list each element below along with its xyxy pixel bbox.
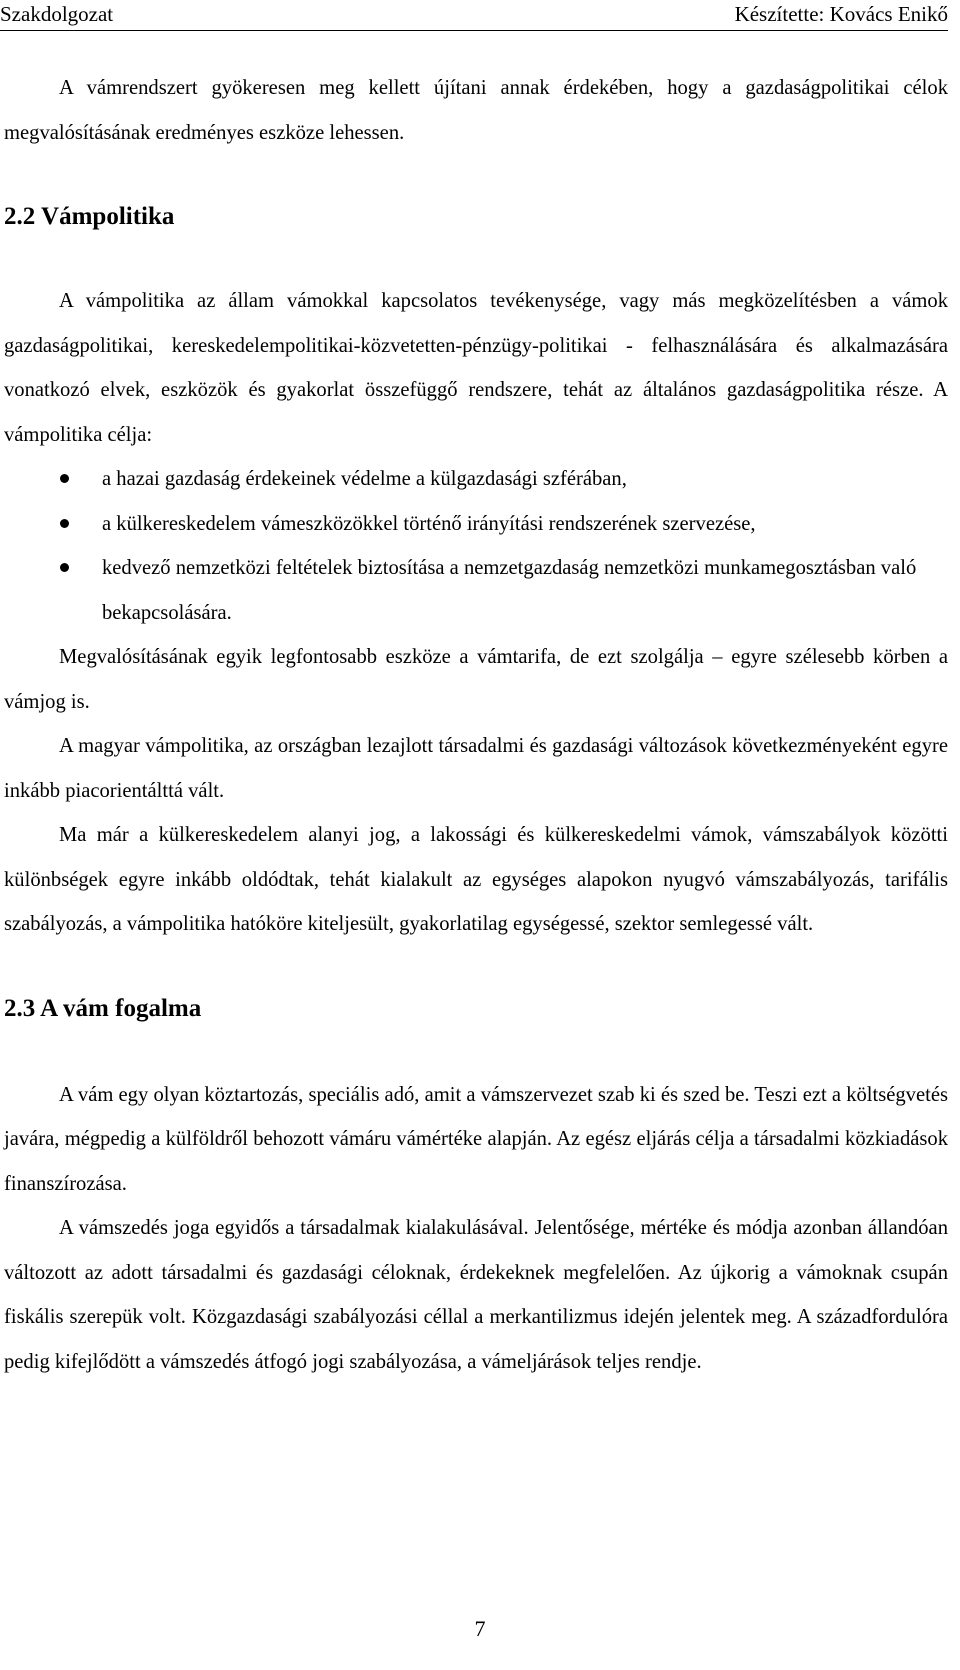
list-item (4, 546, 948, 635)
intro-paragraph: A vámrendszert gyökeresen meg kellett újítani annak érdekében, hogy a gazdaságpolitikai célok megvalósításának eredményes eszköze lehessen. (4, 77, 948, 144)
header-author: Készítette: Kovács Enikő (734, 2, 948, 26)
page-header (0, 0, 948, 31)
list-item (4, 502, 948, 547)
section-heading-vam-fogalma: 2.3 A vám fogalma (4, 994, 202, 1022)
section-heading-vampolitika: 2.2 Vámpolitika (4, 203, 175, 230)
bullet-icon (60, 519, 69, 528)
list-item-text: a külkereskedelem vámeszközökkel történő irányítási rendszerének szervezése, (102, 512, 756, 535)
section1-paragraph: A magyar vámpolitika, az országban lezajlott társadalmi és gazdasági változások következményeként egyre inkább piacorientálttá vált. (4, 735, 948, 802)
header-title: Szakdolgozat (0, 2, 114, 26)
section1-paragraph: Ma már a külkereskedelem alanyi jog, a lakossági és külkereskedelmi vámok, vámszabályok közötti különbségek egyre inkább oldódtak, tehát kialakult az egységes alapokon nyugvó vámszabályozás, tarifális szabályozás, a vámpolitika hatóköre kiteljesült, gyakorlatilag egységessé, szektor semlegessé vált. (4, 824, 948, 935)
section2-paragraph: A vám egy olyan köztartozás, speciális adó, amit a vámszervezet szab ki és szed be. Teszi ezt a költségvetés javára, mégpedig a külföldről behozott vámáru vámértéke alapján. Az egész eljárás célja a társadalmi közkiadások finanszírozása. (4, 1083, 948, 1195)
list-item-text: a hazai gazdaság érdekeinek védelme a külgazdasági szférában, (102, 468, 627, 490)
document-body (4, 66, 948, 1384)
page-number: 7 (474, 1616, 486, 1641)
list-item (4, 457, 948, 502)
section2-paragraph: A vámszedés joga egyidős a társadalmak kialakulásával. Jelentősége, mértéke és módja azonban állandóan változott az adott társadalmi és gazdasági céloknak, érdekeknek megfelelően. Az újkorig a vámoknak csupán fiskális szerepük volt. Közgazdasági szabályozási céllal a merkantilizmus idején jelentek meg. A századfordulóra pedig kifejlődött a vámszedés átfogó jogi szabályozása, a vámeljárások teljes rendje. (4, 1217, 948, 1373)
bullet-icon (60, 474, 69, 483)
goals-list (4, 457, 948, 635)
bullet-icon (60, 563, 69, 572)
list-item-text: kedvező nemzetközi feltételek biztosítása a nemzetgazdaság nemzetközi munkamegosztásban való bekapcsolására. (102, 557, 917, 624)
section1-main-paragraph: A vámpolitika az állam vámokkal kapcsolatos tevékenysége, vagy más megközelítésben a vámok gazdaságpolitikai, kereskedelempolitikai-közvetetten-pénzügy-politikai - felhasználására és alkalmazására vonatkozó elvek, eszközök és gyakorlat összefüggő rendszere, tehát az általános gazdaságpolitika része. A vámpolitika célja: (4, 290, 948, 446)
section1-paragraph: Megvalósításának egyik legfontosabb eszköze a vámtarifa, de ezt szolgálja – egyre szélesebb körben a vámjog is. (4, 646, 948, 713)
